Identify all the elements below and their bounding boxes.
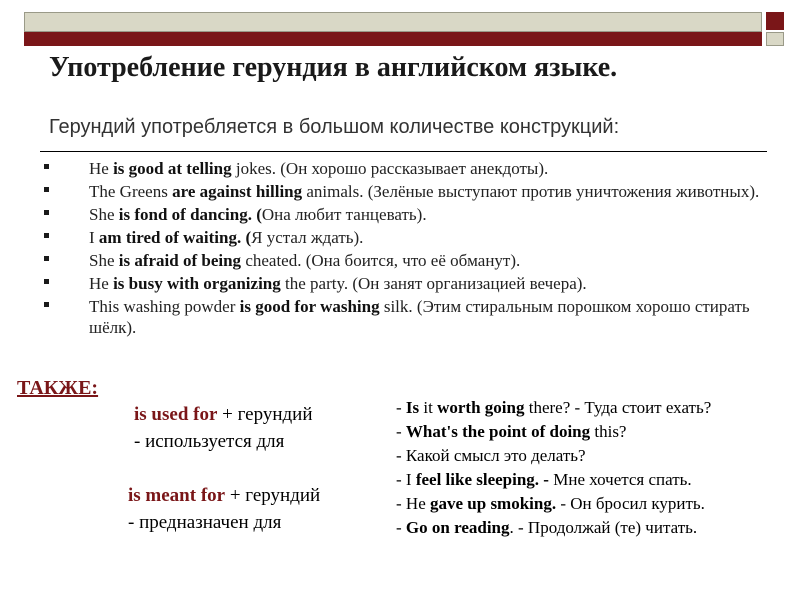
list-item: [44, 296, 764, 338]
used-for-translation: - используется для: [134, 431, 285, 452]
example-item: [396, 516, 711, 540]
list-item: [44, 204, 764, 225]
example-item: [396, 492, 711, 516]
example-bold: worth going: [437, 398, 525, 417]
bullet-text: the party. (Он занят организацией вечера).: [280, 274, 587, 293]
list-item: [44, 181, 764, 202]
page-title: Употребление герундия в английском языке.: [49, 52, 618, 83]
bullet-icon: [44, 187, 49, 192]
bullet-icon: [44, 279, 49, 284]
example-text: it: [419, 398, 438, 417]
example-bold: feel like sleeping. -: [415, 470, 549, 489]
bullet-bold: is afraid of being: [118, 251, 242, 270]
example-bold: Is: [405, 398, 420, 417]
bullet-text: jokes. (Он хорошо рассказывает анекдоты).: [231, 159, 549, 178]
bullet-text: cheated. (Она боится, что её обманут).: [241, 251, 521, 270]
example-text: . - Продолжай (те) читать.: [509, 518, 698, 537]
bullet-bold: is good at telling: [113, 159, 232, 178]
bullet-text: He: [89, 159, 114, 178]
example-item: [396, 444, 711, 468]
meant-for-rest: + герундий: [225, 485, 321, 506]
header-banner-dark: [24, 32, 762, 46]
bullet-icon: [44, 210, 49, 215]
list-item: [44, 250, 764, 271]
bullet-text: The Greens: [89, 182, 173, 201]
meant-for-keyword: is meant for: [128, 485, 226, 506]
also-heading: ТАКЖЕ:: [17, 377, 99, 399]
example-item: [396, 396, 711, 420]
example-text: - I: [396, 470, 416, 489]
bullet-text: This washing powder: [89, 297, 240, 316]
bullet-text: She: [89, 251, 119, 270]
bullet-icon: [44, 302, 49, 307]
meant-for-translation: - предназначен для: [128, 512, 282, 533]
example-text: -: [396, 422, 406, 441]
bullet-text: animals. (Зелёные выступают против уничтожения животных).: [302, 182, 760, 201]
bullet-bold: is fond of dancing. (: [118, 205, 262, 224]
example-text: -: [396, 518, 406, 537]
divider: [40, 151, 767, 152]
example-text: Мне хочется спать.: [548, 470, 692, 489]
used-for-rest: + герундий: [217, 404, 313, 425]
list-item: [44, 273, 764, 294]
bullet-text: I: [89, 228, 99, 247]
bullet-text: She: [89, 205, 119, 224]
examples-list: [396, 396, 711, 540]
meant-for-phrase: [128, 485, 320, 507]
example-bold: What's the point of doing: [405, 422, 591, 441]
bullet-bold: is busy with organizing: [113, 274, 281, 293]
intro-text: Герундий употребляется в большом количестве конструкций:: [49, 116, 620, 138]
corner-square-dark: [766, 12, 784, 30]
bullet-text: silk. (Этим стиральным порошком хорошо стирать шёлк).: [89, 297, 750, 337]
bullet-bold: am tired of waiting. (: [98, 228, 252, 247]
example-bold: gave up smoking.: [429, 494, 557, 513]
header-banner-light: [24, 12, 762, 32]
list-item: [44, 227, 764, 248]
bullet-list: [44, 158, 764, 340]
example-text: this?: [590, 422, 627, 441]
corner-square-light: [766, 32, 784, 46]
example-text: - Он бросил курить.: [556, 494, 705, 513]
example-text: -: [396, 398, 406, 417]
bullet-icon: [44, 164, 49, 169]
list-item: [44, 158, 764, 179]
used-for-phrase: [134, 404, 313, 426]
bullet-icon: [44, 256, 49, 261]
bullet-text: He: [89, 274, 114, 293]
bullet-icon: [44, 233, 49, 238]
example-item: [396, 420, 711, 444]
bullet-text: Она любит танцевать).: [261, 205, 427, 224]
example-text: - Не: [396, 494, 430, 513]
bullet-text: Я устал ждать).: [251, 228, 364, 247]
example-text: there? - Туда стоит ехать?: [524, 398, 712, 417]
bullet-bold: is good for washing: [239, 297, 380, 316]
example-item: [396, 468, 711, 492]
example-bold: Go on reading: [405, 518, 510, 537]
example-text: - Какой смысл это делать?: [396, 446, 586, 465]
bullet-bold: are against hilling: [172, 182, 303, 201]
used-for-keyword: is used for: [134, 404, 218, 425]
